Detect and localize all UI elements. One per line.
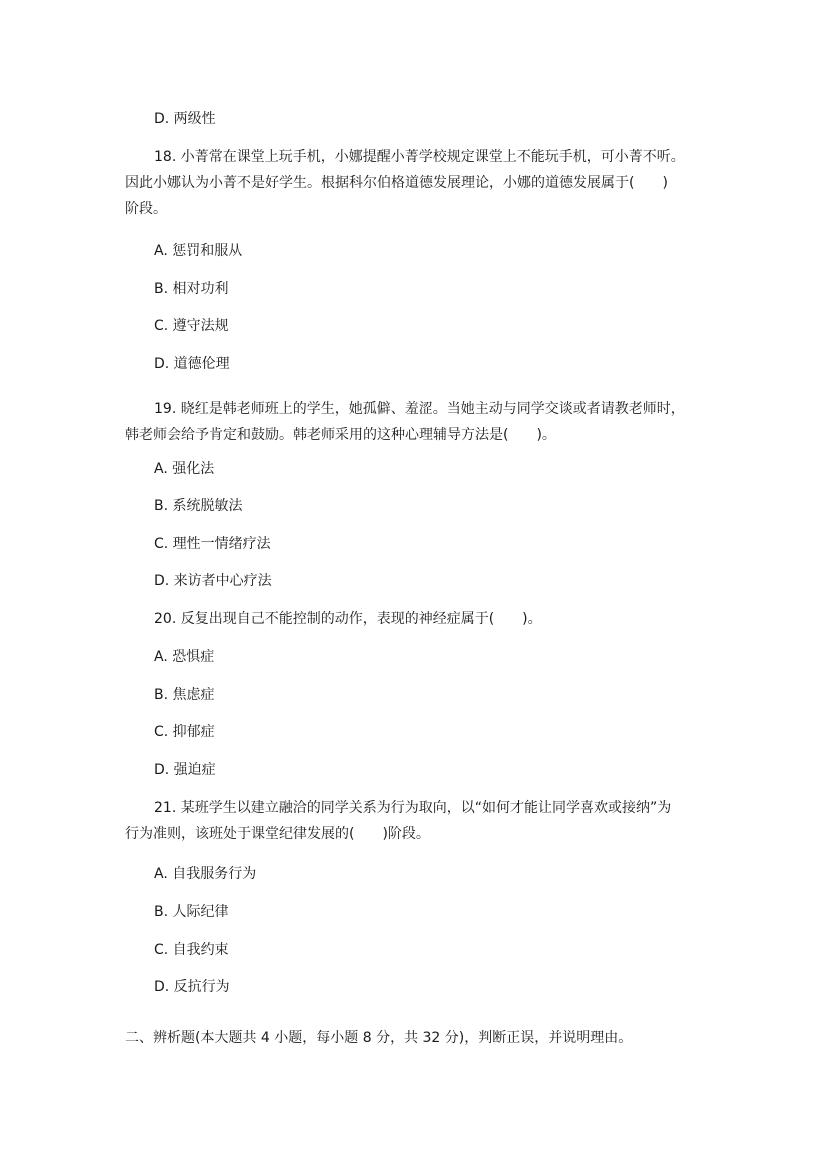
q18-option-a: A. 惩罚和服从 [154,243,243,259]
q21-stem-line-1: 21. 某班学生以建立融洽的同学关系为行为取向，以“如何才能让同学喜欢或接纳”为 [154,800,672,816]
section-2-heading: 二、辨析题(本大题共 4 小题，每小题 8 分，共 32 分)，判断正误，并说明理由。 [125,1030,633,1046]
q18-stem-line-1: 18. 小菁常在课堂上玩手机，小娜提醒小菁学校规定课堂上不能玩手机，可小菁不听。 [154,149,685,165]
q19-option-d: D. 来访者中心疗法 [154,573,272,589]
q19-stem-line-1: 19. 晓红是韩老师班上的学生，她孤僻、羞涩。当她主动与同学交谈或者请教老师时， [154,401,685,417]
q20-option-d: D. 强迫症 [154,762,216,778]
q17-option-d: D. 两级性 [154,111,216,127]
q21-option-b: B. 人际纪律 [154,904,229,920]
q21-option-d: D. 反抗行为 [154,979,230,995]
q18-option-d: D. 道德伦理 [154,356,230,372]
q19-option-c: C. 理性一情绪疗法 [154,536,271,552]
q20-option-a: A. 恐惧症 [154,649,215,665]
q18-option-b: B. 相对功利 [154,281,229,297]
q20-stem-line-1: 20. 反复出现自己不能控制的动作，表现的神经症属于( )。 [154,611,542,627]
q21-option-a: A. 自我服务行为 [154,866,257,882]
q18-stem-line-2: 因此小娜认为小菁不是好学生。根据科尔伯格道德发展理论，小娜的道德发展属于( ) [125,175,668,191]
q21-stem-line-2: 行为准则，该班处于课堂纪律发展的( )阶段。 [125,826,430,842]
q20-option-b: B. 焦虑症 [154,687,215,703]
q20-option-c: C. 抑郁症 [154,724,215,740]
q19-option-b: B. 系统脱敏法 [154,498,243,514]
q21-option-c: C. 自我约束 [154,942,229,958]
q18-stem-line-3: 阶段。 [125,201,167,217]
q19-option-a: A. 强化法 [154,461,215,477]
q19-stem-line-2: 韩老师会给予肯定和鼓励。韩老师采用的这种心理辅导方法是( )。 [125,427,556,443]
q18-option-c: C. 遵守法规 [154,318,229,334]
